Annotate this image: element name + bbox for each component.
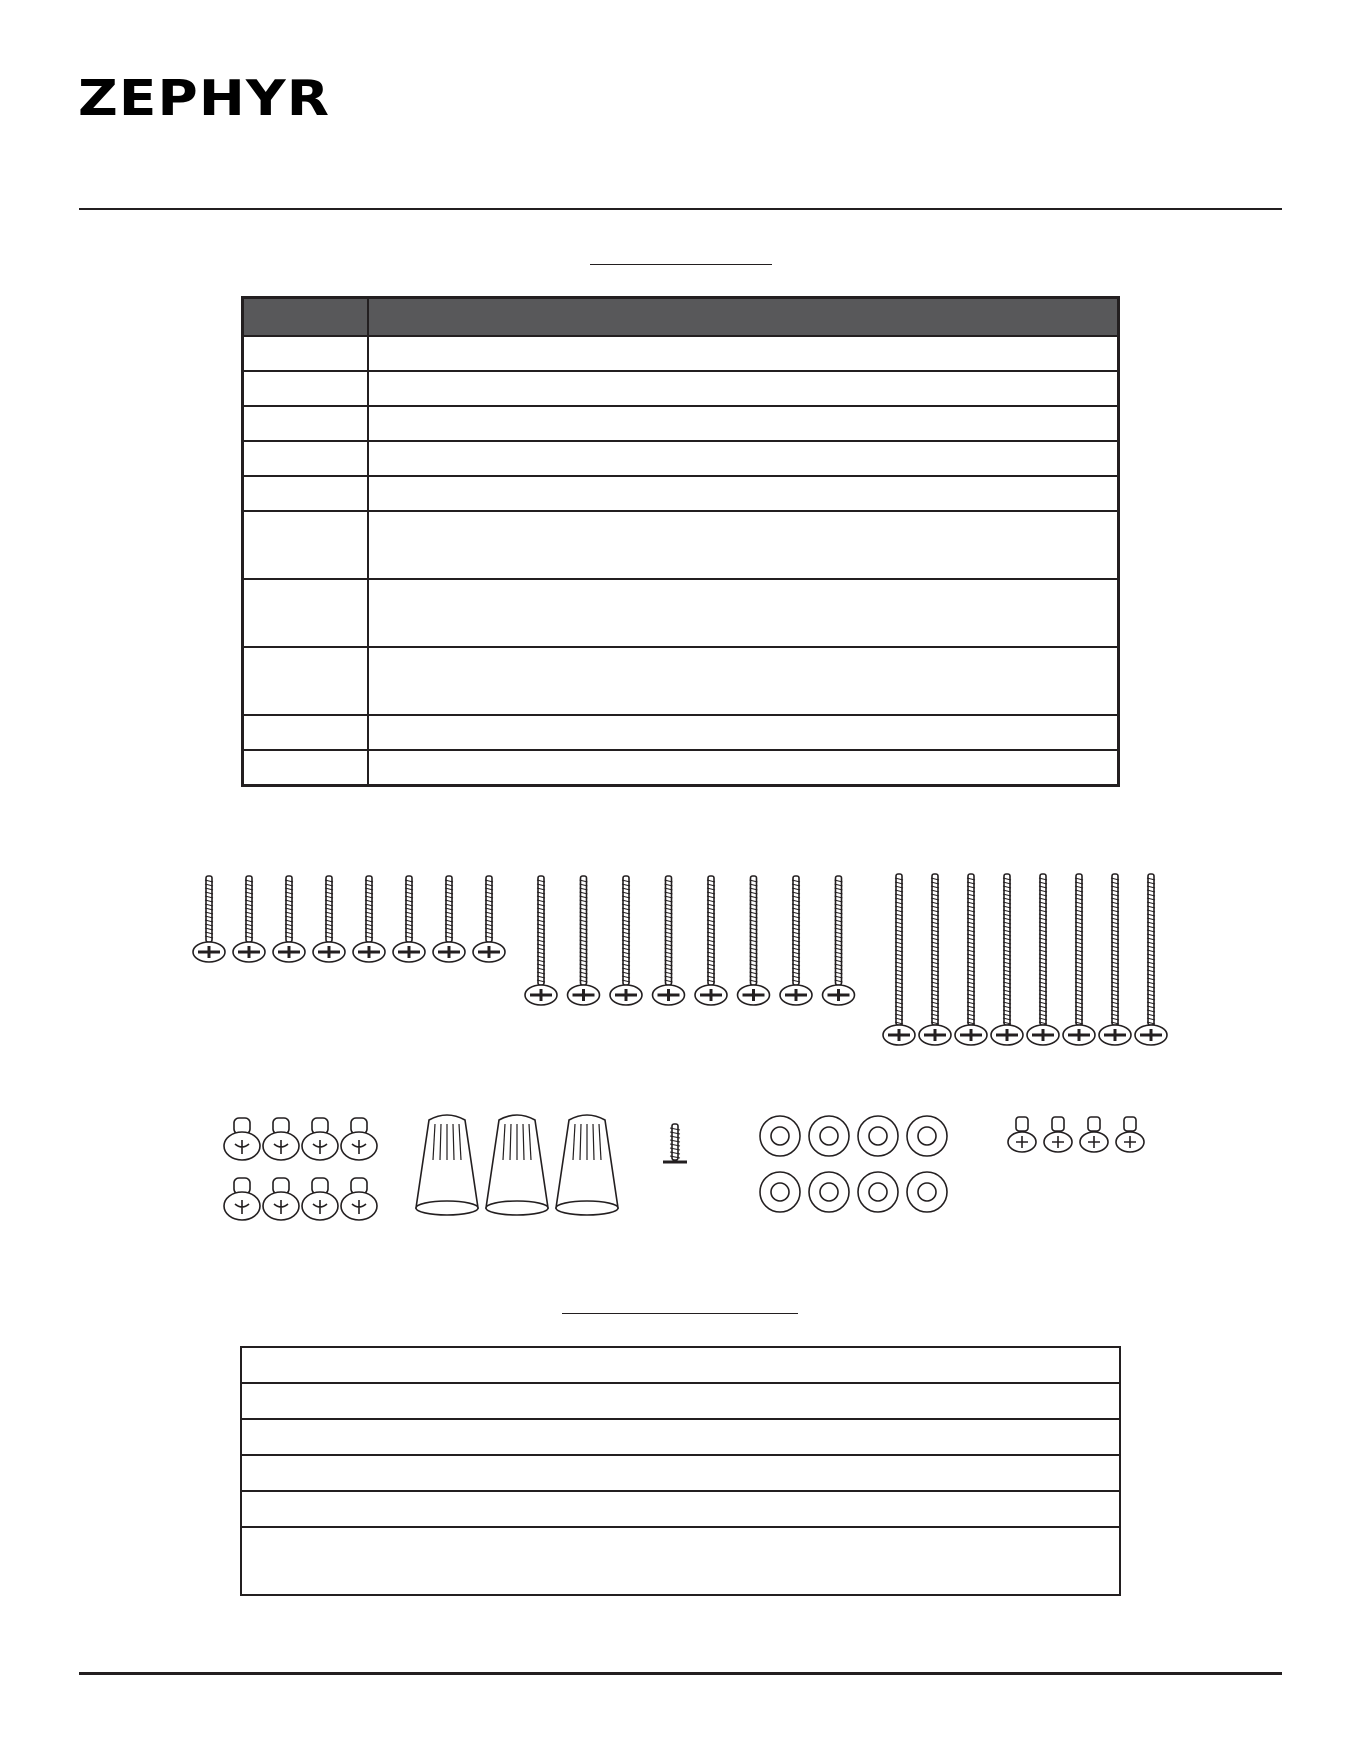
notes-heading-underline [562,1313,798,1314]
table-cell [368,715,1119,750]
washers-icon [760,1116,947,1212]
machine-screws-icon [1008,1117,1144,1152]
small-screw-icon [663,1124,687,1162]
table-cell [368,371,1119,406]
short-screws-icon [193,876,505,962]
table-cell [368,511,1119,579]
zephyr-logo: ZEPHYR [78,70,331,127]
table-cell [368,336,1119,371]
medium-screws-icon [525,876,855,1005]
table-cell [243,476,368,511]
table-row [241,1419,1120,1455]
long-screws-icon [883,874,1167,1045]
table-cell [241,1347,1120,1383]
table-cell [243,441,368,476]
table-cell [243,336,368,371]
table-cell [241,1419,1120,1455]
table-cell [368,476,1119,511]
table-row [243,476,1119,511]
table-row [243,511,1119,579]
parts-table-header [243,298,1119,337]
table-row [243,715,1119,750]
table-cell [243,715,368,750]
header-cell [243,298,368,337]
notes-table [240,1346,1121,1596]
table-cell [241,1527,1120,1595]
table-cell [368,441,1119,476]
table-cell [243,511,368,579]
footer-rule [79,1672,1282,1675]
parts-heading-underline [590,264,772,265]
table-row [243,336,1119,371]
header-cell [368,298,1119,337]
table-row [241,1527,1120,1595]
table-cell [243,406,368,441]
table-cell [368,579,1119,647]
table-row [243,371,1119,406]
table-row [241,1491,1120,1527]
table-cell [241,1383,1120,1419]
table-row [241,1455,1120,1491]
table-cell [241,1455,1120,1491]
table-row [243,750,1119,786]
table-cell [368,647,1119,715]
table-row [243,441,1119,476]
truss-head-screws-icon [224,1118,377,1220]
hardware-illustration [0,860,1361,1230]
table-row [243,406,1119,441]
table-row [241,1347,1120,1383]
wire-nuts-icon [416,1115,618,1215]
table-cell [368,750,1119,786]
table-cell [243,579,368,647]
table-cell [241,1491,1120,1527]
table-cell [243,750,368,786]
table-cell [368,406,1119,441]
table-row [241,1383,1120,1419]
table-row [243,579,1119,647]
table-row [243,647,1119,715]
parts-table [241,296,1120,787]
table-cell [243,371,368,406]
table-cell [243,647,368,715]
header-rule [79,208,1282,210]
